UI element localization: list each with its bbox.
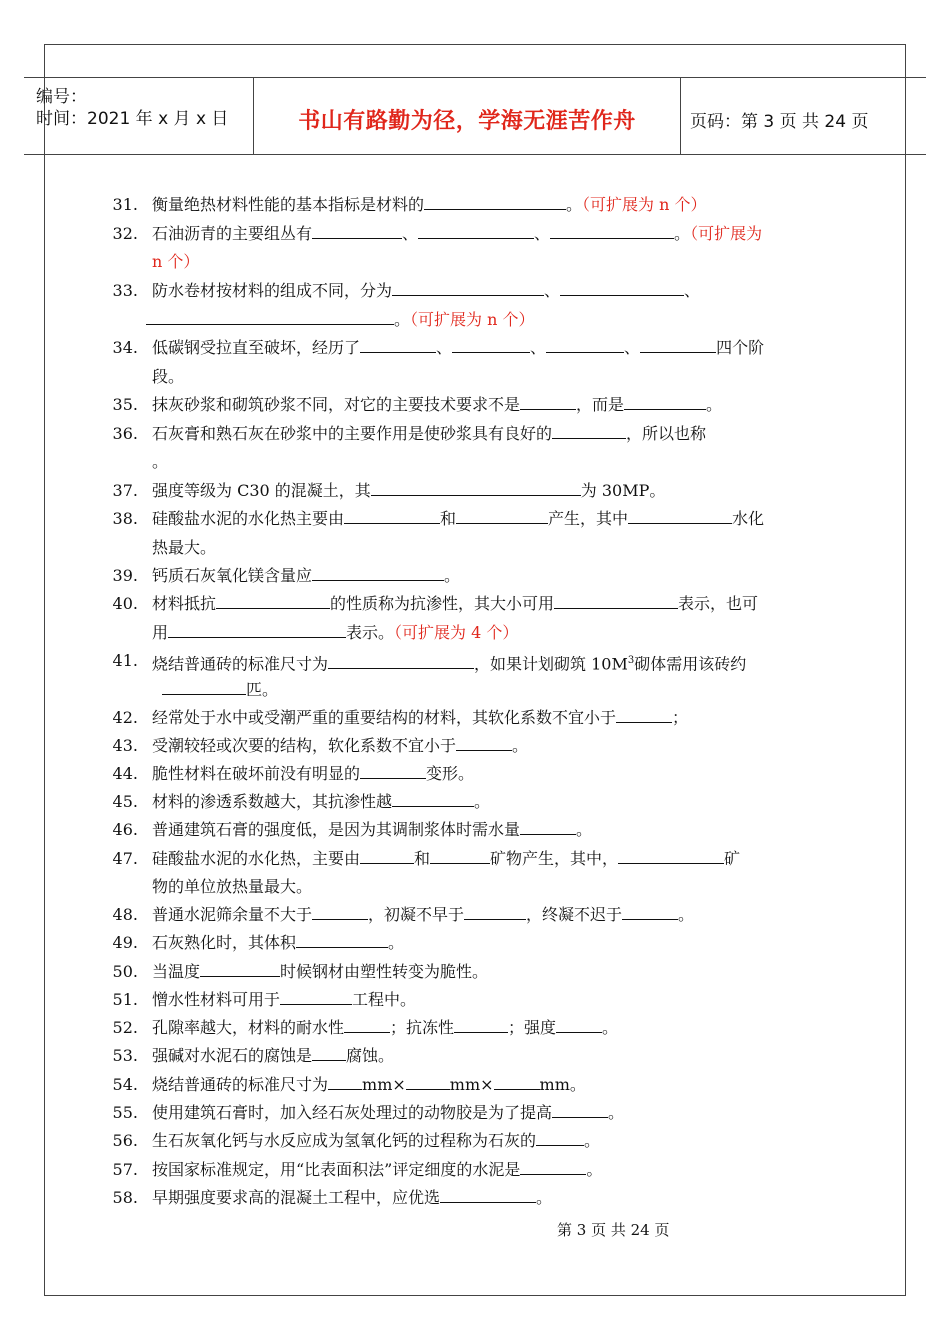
question-number: 55. <box>112 1103 138 1122</box>
question-text: 。 <box>444 566 461 585</box>
question-text: 。 <box>566 195 583 214</box>
question-number: 50. <box>112 962 138 981</box>
question-number: 37. <box>112 481 138 500</box>
question-number: 42. <box>112 708 138 727</box>
question-text: 。 <box>674 224 691 243</box>
answer-blank[interactable] <box>560 280 684 296</box>
question-text: ； <box>672 708 689 727</box>
question-text: 、 <box>436 338 453 357</box>
question-text: 砌体需用该砖约 <box>634 654 747 674</box>
question-number: 46. <box>112 820 138 839</box>
answer-blank[interactable] <box>616 707 672 723</box>
question-text: 生石灰氧化钙与水反应成为氢氧化钙的过程称为石灰的 <box>152 1131 537 1150</box>
question-text: 变形。 <box>426 764 475 783</box>
question-text: ，所以也称 <box>626 424 707 443</box>
question-text: 钙质石灰氧化镁含量应 <box>152 566 313 585</box>
question-38 <box>100 504 840 533</box>
answer-blank[interactable] <box>550 223 674 239</box>
question-number: 34. <box>112 338 138 357</box>
answer-blank[interactable] <box>162 679 246 695</box>
answer-blank[interactable] <box>312 904 368 920</box>
question-number: 54. <box>112 1075 138 1094</box>
answer-blank[interactable] <box>452 337 530 353</box>
answer-blank[interactable] <box>406 1074 450 1090</box>
question-text: 匹。 <box>246 680 279 699</box>
answer-blank[interactable] <box>456 508 548 524</box>
header-top-rule <box>24 77 926 78</box>
answer-blank[interactable] <box>328 653 474 669</box>
question-text: 按国家标准规定，用“比表面积法”评定细度的水泥是 <box>152 1160 521 1179</box>
question-text: 。 <box>576 820 593 839</box>
question-57 <box>100 1155 840 1184</box>
extension-note: （可扩展为 4 个） <box>394 623 519 642</box>
answer-blank[interactable] <box>146 309 394 325</box>
header-divider-right <box>680 77 681 155</box>
question-number: 33. <box>112 281 138 300</box>
answer-blank[interactable] <box>344 1017 390 1033</box>
question-number: 44. <box>112 764 138 783</box>
question-number: 57. <box>112 1160 138 1179</box>
answer-blank[interactable] <box>392 280 544 296</box>
answer-blank[interactable] <box>344 508 440 524</box>
answer-blank[interactable] <box>430 848 490 864</box>
answer-blank[interactable] <box>424 194 566 210</box>
question-text: 、 <box>402 224 419 243</box>
question-text: 。 <box>512 736 529 755</box>
question-number: 39. <box>112 566 138 585</box>
question-41-cont <box>162 675 278 704</box>
question-text: 四个阶 <box>716 338 765 357</box>
question-text: 时候钢材由塑性转变为脆性。 <box>280 962 489 981</box>
question-text: 、 <box>544 281 561 300</box>
question-text: 工程中。 <box>352 990 417 1009</box>
question-text: 衡量绝热材料性能的基本指标是材料的 <box>152 195 425 214</box>
question-40 <box>100 589 840 618</box>
question-text: mm× <box>362 1075 406 1094</box>
answer-blank[interactable] <box>328 1074 362 1090</box>
question-text: 石灰膏和熟石灰在砂浆中的主要作用是使砂浆具有良好的 <box>152 424 553 443</box>
question-number: 47. <box>112 849 138 868</box>
question-43 <box>100 731 840 760</box>
question-text: 产生，其中 <box>548 509 629 528</box>
question-text: 防水卷材按材料的组成不同，分为 <box>152 281 393 300</box>
question-text: ，终凝不迟于 <box>526 905 623 924</box>
question-text: 硅酸盐水泥的水化热主要由 <box>152 509 345 528</box>
answer-blank[interactable] <box>640 337 716 353</box>
answer-blank[interactable] <box>520 394 576 410</box>
question-text: 强度等级为 C30 的混凝土，其 <box>152 481 371 500</box>
question-text: 材料抵抗 <box>152 594 217 613</box>
answer-blank[interactable] <box>168 622 346 638</box>
question-number: 51. <box>112 990 138 1009</box>
question-text: 当温度 <box>152 962 201 981</box>
question-text: 抹灰砂浆和砌筑砂浆不同，对它的主要技术要求不是 <box>152 395 521 414</box>
question-text: 经常处于水中或受潮严重的重要结构的材料，其软化系数不宜小于 <box>152 708 617 727</box>
question-text: 水化 <box>732 509 765 528</box>
answer-blank[interactable] <box>618 848 724 864</box>
question-42 <box>100 703 840 732</box>
question-text: ，而是 <box>576 395 625 414</box>
question-text: 。 <box>608 1103 625 1122</box>
answer-blank[interactable] <box>296 932 388 948</box>
question-52 <box>100 1013 840 1042</box>
question-number: 56. <box>112 1131 138 1150</box>
question-text: 。 <box>706 395 723 414</box>
question-text: 普通建筑石膏的强度低，是因为其调制浆体时需水量 <box>152 820 521 839</box>
question-44 <box>100 759 840 788</box>
question-40-cont <box>152 618 518 647</box>
question-48 <box>100 900 840 929</box>
answer-blank[interactable] <box>552 423 626 439</box>
answer-blank[interactable] <box>536 1130 584 1146</box>
answer-blank[interactable] <box>464 904 526 920</box>
answer-blank[interactable] <box>360 337 436 353</box>
question-number: 40. <box>112 594 138 613</box>
answer-blank[interactable] <box>556 1017 602 1033</box>
question-text: ；抗冻性 <box>390 1018 455 1037</box>
answer-blank[interactable] <box>494 1074 540 1090</box>
answer-blank[interactable] <box>360 763 426 779</box>
question-text: 。 <box>602 1018 619 1037</box>
question-text: 脆性材料在破坏前没有明显的 <box>152 764 361 783</box>
question-number: 43. <box>112 736 138 755</box>
question-text: 受潮较轻或次要的结构，软化系数不宜小于 <box>152 736 457 755</box>
superscript: 3 <box>627 655 635 666</box>
question-58 <box>100 1183 840 1212</box>
question-number: 32. <box>112 224 138 243</box>
answer-blank[interactable] <box>216 593 330 609</box>
extension-note: （可扩展为 n 个） <box>582 195 707 214</box>
question-text: 普通水泥筛余量不大于 <box>152 905 313 924</box>
time-label: 时间：2021 年 x 月 x 日 <box>36 109 229 129</box>
answer-blank[interactable] <box>440 1187 536 1203</box>
question-text: 、 <box>530 338 547 357</box>
question-31 <box>100 190 840 219</box>
extension-note: （可扩展为 n 个） <box>410 310 535 329</box>
question-text: 为 30MP。 <box>580 481 666 500</box>
question-text: 腐蚀。 <box>346 1046 395 1065</box>
question-text: 材料的渗透系数越大，其抗渗性越 <box>152 792 393 811</box>
question-text: mm。 <box>539 1075 586 1094</box>
question-text: ；强度 <box>508 1018 557 1037</box>
question-text: 早期强度要求高的混凝土工程中，应优选 <box>152 1188 441 1207</box>
answer-blank[interactable] <box>280 989 352 1005</box>
question-number: 52. <box>112 1018 138 1037</box>
answer-blank[interactable] <box>392 791 474 807</box>
extension-note: （可扩展为 <box>690 224 763 243</box>
question-37 <box>100 476 840 505</box>
question-text: ，如果计划砌筑 10M <box>474 654 628 674</box>
question-number: 58. <box>112 1188 138 1207</box>
question-text: 烧结普通砖的标准尺寸为 <box>152 1075 329 1094</box>
question-49 <box>100 928 840 957</box>
answer-blank[interactable] <box>456 735 512 751</box>
question-text: 的性质称为抗渗性，其大小可用 <box>330 594 555 613</box>
answer-blank[interactable] <box>454 1017 508 1033</box>
question-text: 。 <box>678 905 695 924</box>
question-number: 35. <box>112 395 138 414</box>
answer-blank[interactable] <box>200 961 280 977</box>
question-number: 36. <box>112 424 138 443</box>
question-text: 、 <box>534 224 551 243</box>
question-36 <box>100 419 840 448</box>
question-text: mm× <box>449 1075 494 1094</box>
answer-blank[interactable] <box>520 1159 586 1175</box>
question-text: 强碱对水泥石的腐蚀是 <box>152 1046 313 1065</box>
answer-blank[interactable] <box>546 337 624 353</box>
question-number: 38. <box>112 509 138 528</box>
question-text: 、 <box>684 281 701 300</box>
answer-blank[interactable] <box>622 904 678 920</box>
question-32 <box>100 219 840 248</box>
code-label: 编号： <box>36 87 87 107</box>
question-54 <box>100 1070 840 1099</box>
page-label: 页码：第 3 页 共 24 页 <box>690 112 869 132</box>
question-33 <box>100 276 840 305</box>
question-text: 烧结普通砖的标准尺寸为 <box>152 654 329 674</box>
extension-note-cont: n 个） <box>152 252 200 271</box>
question-text: 使用建筑石膏时，加入经石灰处理过的动物胶是为了提高 <box>152 1103 553 1122</box>
question-35 <box>100 390 840 419</box>
question-text: 孔隙率越大，材料的耐水性 <box>152 1018 345 1037</box>
question-text: 表示，也可 <box>678 594 759 613</box>
question-46 <box>100 815 840 844</box>
question-36-cont: 。 <box>152 452 169 471</box>
question-41 <box>100 646 840 678</box>
answer-blank[interactable] <box>312 565 444 581</box>
question-55 <box>100 1098 840 1127</box>
question-56 <box>100 1126 840 1155</box>
question-text: 矿物产生，其中， <box>490 849 619 868</box>
answer-blank[interactable] <box>628 508 732 524</box>
question-50 <box>100 957 840 986</box>
question-text: 用 <box>152 623 169 642</box>
question-text: 。 <box>584 1131 601 1150</box>
answer-blank[interactable] <box>418 223 534 239</box>
question-39 <box>100 561 840 590</box>
answer-blank[interactable] <box>552 1102 608 1118</box>
question-text: 石油沥青的主要组丛有 <box>152 224 313 243</box>
question-34-cont: 段。 <box>152 367 185 386</box>
answer-blank[interactable] <box>554 593 678 609</box>
answer-blank[interactable] <box>624 394 706 410</box>
page-footer: 第 3 页 共 24 页 <box>557 1221 670 1239</box>
motto: 书山有路勤为径，学海无涯苦作舟 <box>298 109 636 134</box>
question-text: 和 <box>440 509 457 528</box>
question-text: ，初凝不早于 <box>368 905 465 924</box>
answer-blank[interactable] <box>312 223 402 239</box>
question-text: 硅酸盐水泥的水化热，主要由 <box>152 849 361 868</box>
question-47 <box>100 844 840 873</box>
question-text: 。 <box>586 1160 603 1179</box>
question-38-cont: 热最大。 <box>152 538 217 557</box>
question-33-cont <box>146 305 535 334</box>
question-text: 。 <box>394 310 411 329</box>
question-number: 31. <box>112 195 138 214</box>
question-text: 。 <box>536 1188 553 1207</box>
answer-blank[interactable] <box>312 1045 346 1061</box>
answer-blank[interactable] <box>371 480 581 496</box>
question-text: 石灰熟化时，其体积 <box>152 933 297 952</box>
question-text: 憎水性材料可用于 <box>152 990 281 1009</box>
answer-blank[interactable] <box>520 819 576 835</box>
question-53 <box>100 1041 840 1070</box>
question-text: 。 <box>388 933 405 952</box>
answer-blank[interactable] <box>360 848 414 864</box>
question-text: 矿 <box>724 849 741 868</box>
header-bottom-rule <box>24 154 926 155</box>
question-45 <box>100 787 840 816</box>
question-text: 。 <box>474 792 491 811</box>
question-number: 49. <box>112 933 138 952</box>
question-34 <box>100 333 840 362</box>
question-text: 和 <box>414 849 431 868</box>
question-number: 53. <box>112 1046 138 1065</box>
question-number: 48. <box>112 905 138 924</box>
question-51 <box>100 985 840 1014</box>
question-number: 45. <box>112 792 138 811</box>
question-number: 41. <box>112 651 138 670</box>
question-text: 、 <box>624 338 641 357</box>
question-47-cont: 物的单位放热量最大。 <box>152 877 313 896</box>
question-text: 低碳钢受拉直至破坏，经历了 <box>152 338 361 357</box>
question-text: 表示。 <box>346 623 395 642</box>
